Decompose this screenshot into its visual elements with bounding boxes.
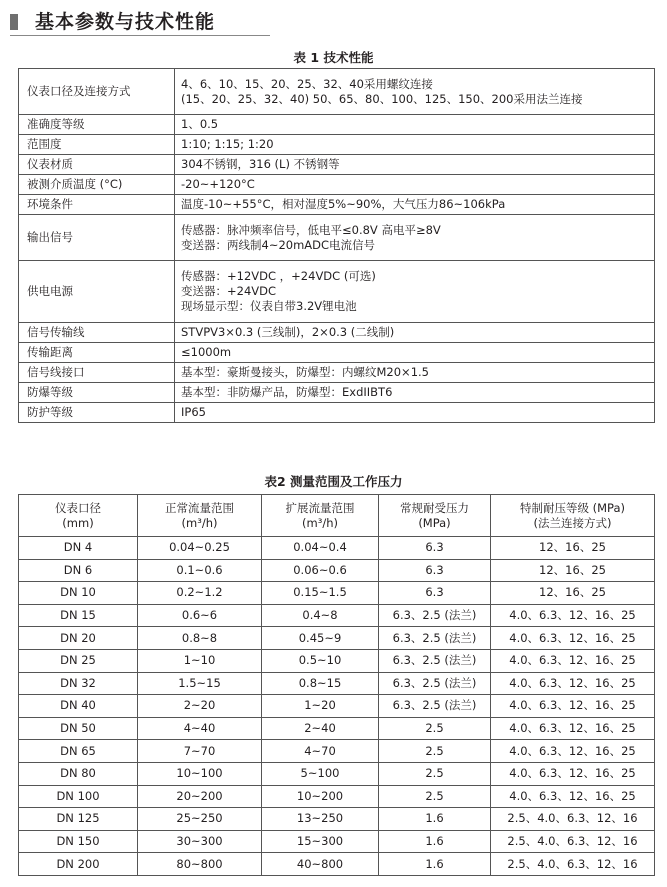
range-cell: DN 15: [19, 604, 138, 627]
range-cell: DN 150: [19, 830, 138, 853]
range-cell: 2.5: [379, 762, 491, 785]
spec-row: [19, 155, 655, 175]
spec-value: [175, 135, 655, 155]
spec-value-line: 温度-10~+55°C，相对湿度5%~90%，大气压力86~106kPa: [181, 197, 506, 211]
range-cell: DN 32: [19, 672, 138, 695]
range-cell: 7~70: [138, 740, 262, 763]
range-cell: 2.5、4.0、6.3、12、16: [491, 808, 655, 831]
range-row: [19, 785, 655, 808]
spec-label: 防护等级: [19, 403, 175, 423]
range-table: [18, 494, 655, 876]
range-cell: DN 50: [19, 717, 138, 740]
range-cell: 4.0、6.3、12、16、25: [491, 762, 655, 785]
range-cell: 6.3、2.5 (法兰): [379, 627, 491, 650]
spec-row: [19, 403, 655, 423]
range-cell: 1.6: [379, 853, 491, 876]
spec-row: [19, 261, 655, 323]
spec-value: [175, 195, 655, 215]
spec-value-line: 传感器：脉冲频率信号，低电平≤0.8V 高电平≥8V: [181, 222, 441, 237]
spec-row: [19, 115, 655, 135]
section-title: 基本参数与技术性能: [35, 11, 216, 33]
range-cell: 4.0、6.3、12、16、25: [491, 672, 655, 695]
range-cell: 6.3、2.5 (法兰): [379, 604, 491, 627]
spec-value: [175, 115, 655, 135]
range-row: [19, 853, 655, 876]
column-header-line: (m³/h): [181, 515, 218, 530]
range-row: [19, 717, 655, 740]
column-header-line: 常规耐受压力: [400, 500, 469, 515]
column-header-line: 扩展流量范围: [285, 500, 355, 515]
spec-value-line: 传感器：+12VDC ，+24VDC (可选): [181, 269, 376, 283]
column-header-line: (m³/h): [302, 515, 338, 530]
range-cell: DN 10: [19, 582, 138, 605]
range-cell: 6.3、2.5 (法兰): [379, 695, 491, 718]
range-cell: 0.8~15: [262, 672, 379, 695]
range-cell: 2.5、4.0、6.3、12、16: [491, 853, 655, 876]
range-cell: 1.6: [379, 808, 491, 831]
column-header-line: 正常流量范围: [165, 500, 234, 515]
range-cell: 6.3: [379, 537, 491, 560]
range-header-row: [19, 495, 655, 537]
range-row: [19, 537, 655, 560]
range-cell: 4~40: [138, 717, 262, 740]
spec-label: 被测介质温度 (°C): [19, 175, 175, 195]
range-cell: 4.0、6.3、12、16、25: [491, 717, 655, 740]
spec-value: [175, 323, 655, 343]
range-cell: DN 20: [19, 627, 138, 650]
spec-value-line: 现场显示型：仪表自带3.2V锂电池: [181, 299, 357, 313]
column-header-line: 仪表口径: [55, 500, 101, 515]
range-cell: 0.8~8: [138, 627, 262, 650]
range-cell: 2~20: [138, 695, 262, 718]
range-row: [19, 582, 655, 605]
range-cell: 1~10: [138, 649, 262, 672]
table1-caption: 表 1 技术性能: [293, 50, 374, 65]
spec-label: 输出信号: [19, 215, 175, 261]
range-row: [19, 672, 655, 695]
range-cell: 0.6~6: [138, 604, 262, 627]
spec-value-line: 变送器：+24VDC: [181, 284, 277, 298]
spec-value-line: (15、20、25、32、40) 50、65、80、100、125、150、200采用法兰连接: [181, 91, 583, 106]
range-row: [19, 808, 655, 831]
range-row: [19, 740, 655, 763]
range-row: [19, 627, 655, 650]
range-row: [19, 649, 655, 672]
spec-value-line: 1:10; 1:15; 1:20: [181, 137, 274, 151]
range-cell: 4.0、6.3、12、16、25: [491, 604, 655, 627]
spec-value-line: 变送器：两线制4~20mADC电流信号: [181, 237, 376, 252]
range-cell: 80~800: [138, 853, 262, 876]
range-cell: 0.06~0.6: [262, 559, 379, 582]
range-cell: 1.6: [379, 830, 491, 853]
column-header: [491, 495, 655, 537]
range-cell: 10~100: [138, 762, 262, 785]
spec-label: 供电电源: [19, 261, 175, 323]
column-header: [262, 495, 379, 537]
spec-row: [19, 135, 655, 155]
range-cell: 25~250: [138, 808, 262, 831]
spec-label: 准确度等级: [19, 115, 175, 135]
spec-value-line: STVPV3×0.3 (三线制)，2×0.3 (二线制): [181, 325, 395, 339]
spec-value-line: 基本型：豪斯曼接头，防爆型：内螺纹M20×1.5: [181, 365, 429, 379]
range-cell: 0.04~0.4: [262, 537, 379, 560]
column-header: [19, 495, 138, 537]
range-cell: 10~200: [262, 785, 379, 808]
section-header: [10, 5, 650, 33]
column-header: [138, 495, 262, 537]
spec-row: [19, 195, 655, 215]
range-cell: 15~300: [262, 830, 379, 853]
range-cell: 2.5: [379, 740, 491, 763]
column-header-line: (mm): [62, 515, 94, 530]
range-cell: DN 6: [19, 559, 138, 582]
section-underline: [10, 35, 270, 36]
range-cell: 13~250: [262, 808, 379, 831]
spec-value-line: 1、0.5: [181, 117, 219, 131]
column-header-line: 特制耐压等级 (MPa): [519, 500, 625, 515]
spec-value: [175, 343, 655, 363]
range-cell: 4~70: [262, 740, 379, 763]
spec-label: 环境条件: [19, 195, 175, 215]
spec-label: 信号线接口: [19, 363, 175, 383]
spec-value-line: 304不锈钢，316 (L) 不锈钢等: [181, 157, 340, 171]
spec-row: [19, 175, 655, 195]
range-cell: DN 25: [19, 649, 138, 672]
spec-value: [175, 383, 655, 403]
range-cell: 6.3: [379, 582, 491, 605]
spec-value-line: 4、6、10、15、20、25、32、40采用螺纹连接: [181, 76, 433, 91]
range-row: [19, 604, 655, 627]
range-cell: 0.2~1.2: [138, 582, 262, 605]
range-cell: 0.04~0.25: [138, 537, 262, 560]
range-cell: 4.0、6.3、12、16、25: [491, 649, 655, 672]
range-cell: 20~200: [138, 785, 262, 808]
section-marker: [10, 14, 18, 30]
range-cell: 0.1~0.6: [138, 559, 262, 582]
range-row: [19, 762, 655, 785]
range-cell: 0.4~8: [262, 604, 379, 627]
spec-value: [175, 175, 655, 195]
range-cell: 6.3、2.5 (法兰): [379, 649, 491, 672]
spec-table: [18, 68, 655, 423]
range-cell: 12、16、25: [491, 559, 655, 582]
table2-caption: 表2 测量范围及工作压力: [264, 474, 403, 489]
range-cell: 12、16、25: [491, 582, 655, 605]
range-cell: 0.5~10: [262, 649, 379, 672]
range-cell: 2.5: [379, 717, 491, 740]
range-cell: 1~20: [262, 695, 379, 718]
range-cell: 12、16、25: [491, 537, 655, 560]
spec-label: 仪表口径及连接方式: [19, 69, 175, 115]
spec-label: 范围度: [19, 135, 175, 155]
spec-label: 防爆等级: [19, 383, 175, 403]
spec-value-line: ≤1000m: [181, 345, 232, 359]
range-cell: 6.3: [379, 559, 491, 582]
range-row: [19, 559, 655, 582]
spec-row: [19, 215, 655, 261]
range-cell: 4.0、6.3、12、16、25: [491, 695, 655, 718]
range-cell: DN 40: [19, 695, 138, 718]
spec-value: [175, 363, 655, 383]
spec-row: [19, 383, 655, 403]
spec-value: [175, 69, 655, 115]
spec-value: [175, 215, 655, 261]
range-cell: 6.3、2.5 (法兰): [379, 672, 491, 695]
spec-value: [175, 261, 655, 323]
range-cell: DN 100: [19, 785, 138, 808]
spec-row: [19, 343, 655, 363]
range-cell: DN 4: [19, 537, 138, 560]
range-cell: 2~40: [262, 717, 379, 740]
range-cell: 5~100: [262, 762, 379, 785]
range-cell: 4.0、6.3、12、16、25: [491, 627, 655, 650]
spec-value-line: -20~+120°C: [181, 177, 255, 191]
range-cell: 2.5: [379, 785, 491, 808]
spec-value-line: 基本型：非防爆产品，防爆型：ExdIIBT6: [181, 385, 393, 399]
spec-row: [19, 363, 655, 383]
range-cell: 0.15~1.5: [262, 582, 379, 605]
range-cell: 40~800: [262, 853, 379, 876]
range-cell: DN 125: [19, 808, 138, 831]
range-cell: 4.0、6.3、12、16、25: [491, 785, 655, 808]
range-cell: 1.5~15: [138, 672, 262, 695]
spec-row: [19, 69, 655, 115]
spec-label: 信号传输线: [19, 323, 175, 343]
range-cell: 30~300: [138, 830, 262, 853]
range-cell: DN 65: [19, 740, 138, 763]
range-cell: 0.45~9: [262, 627, 379, 650]
range-cell: 4.0、6.3、12、16、25: [491, 740, 655, 763]
spec-row: [19, 323, 655, 343]
spec-label: 仪表材质: [19, 155, 175, 175]
spec-value: [175, 155, 655, 175]
spec-value: [175, 403, 655, 423]
range-cell: 2.5、4.0、6.3、12、16: [491, 830, 655, 853]
range-row: [19, 830, 655, 853]
spec-value-line: IP65: [181, 405, 206, 419]
column-header-line: (法兰连接方式): [533, 515, 612, 530]
column-header-line: (MPa): [418, 515, 451, 530]
column-header: [379, 495, 491, 537]
spec-label: 传输距离: [19, 343, 175, 363]
range-cell: DN 80: [19, 762, 138, 785]
range-row: [19, 695, 655, 718]
range-cell: DN 200: [19, 853, 138, 876]
